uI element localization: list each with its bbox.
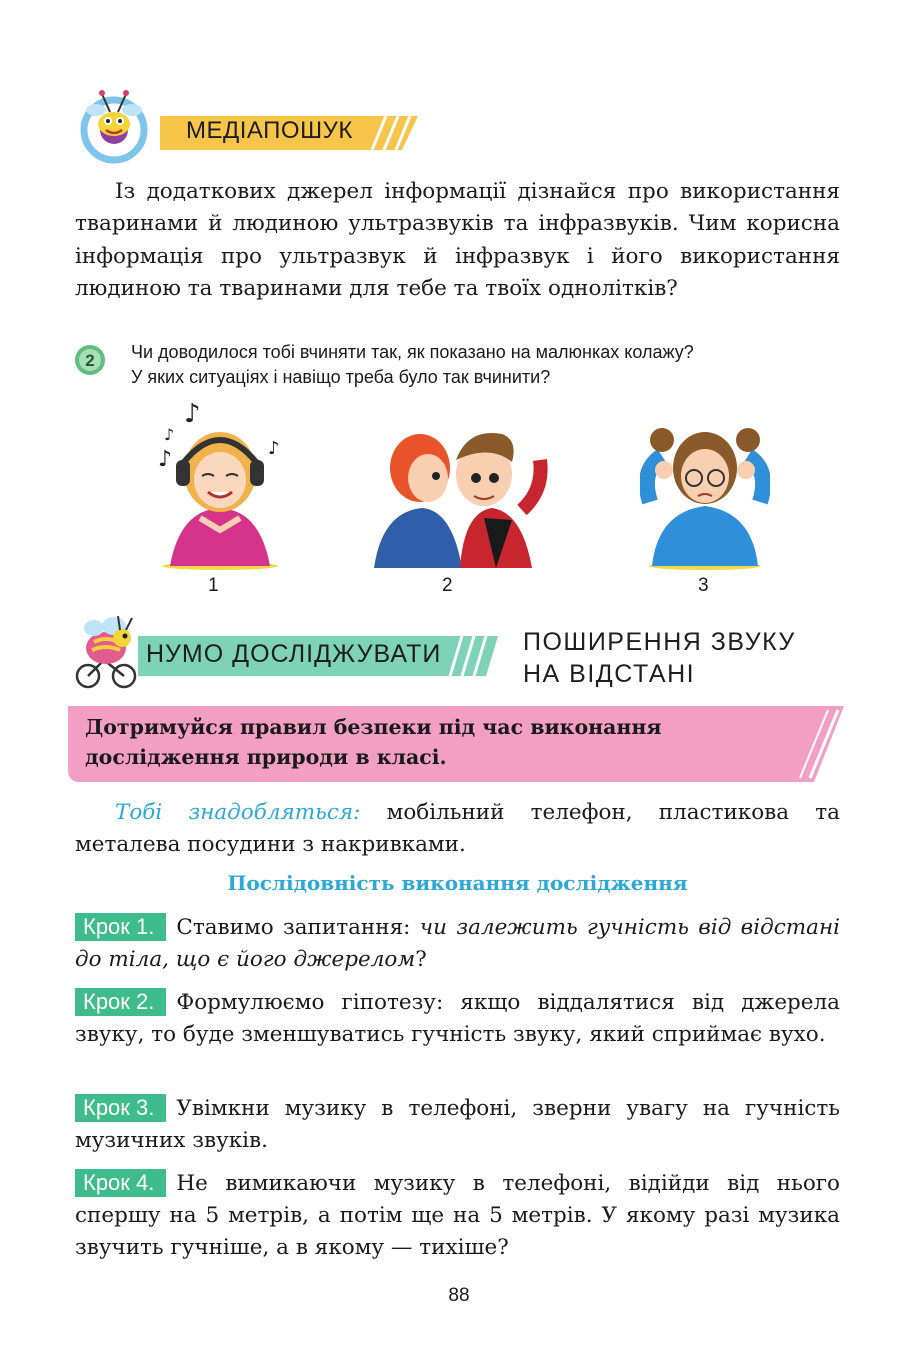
svg-text:♪: ♪	[164, 425, 175, 444]
question-number: 2	[85, 351, 95, 370]
investigate-title-line-1: ПОШИРЕННЯ ЗВУКУ	[523, 628, 796, 656]
step-text-2: Формулюємо гіпотезу: якщо віддалятися від джерела звуку, то буде зменшуватись гучність звуку, який сприймає вухо.	[75, 990, 840, 1047]
svg-text:♪: ♪	[158, 447, 173, 472]
step-2	[75, 987, 840, 1051]
question-line-2: У яких ситуаціях і навіщо треба було так вчинити?	[131, 367, 551, 387]
kids-whispering-icon	[372, 400, 552, 570]
needs-label: Тобі знадобляться:	[115, 800, 361, 825]
picture-label-3: 3	[698, 575, 709, 596]
media-bee-icon	[72, 84, 164, 166]
safety-text: Дотримуйся правил безпеки під час виконання дослідження природи в класі.	[85, 715, 662, 769]
page-number: 88	[448, 1285, 470, 1306]
media-search-label: МЕДІАПОШУК	[186, 117, 353, 144]
step-tail-1: ?	[415, 947, 427, 972]
step-3	[75, 1093, 840, 1157]
step-text-4: Не вимикаючи музику в телефоні, відійди від нього спершу на 5 метрів, а потім ще на 5 метрів. У якому разі музика звучить гучніше, а в якому — тихіше?	[75, 1171, 840, 1260]
svg-text:♪: ♪	[184, 400, 201, 429]
girl-headphones-icon	[150, 400, 290, 570]
sequence-title: Послідовність виконання дослідження	[227, 871, 688, 895]
step-1	[75, 912, 840, 976]
investigate-title-line-2: НА ВІДСТАНІ	[523, 660, 696, 688]
question-number-badge	[74, 344, 106, 376]
picture-label-2: 2	[442, 575, 453, 596]
picture-label-1: 1	[208, 575, 219, 596]
question-line-1: Чи доводилося тобі вчиняти так, як показано на малюнках колажу?	[131, 342, 694, 362]
svg-text:♪: ♪	[268, 438, 280, 459]
step-text-3: Увімкни музику в телефоні, зверни увагу на гучність музичних звуків.	[75, 1096, 840, 1153]
step-badge-2: Крок 2.	[75, 988, 166, 1016]
step-badge-3: Крок 3.	[75, 1094, 166, 1122]
step-italic-1: чи залежить гучність від відстані до тіла, що є його джерелом	[75, 915, 840, 972]
step-text-1: Ставимо запитання:	[176, 915, 420, 940]
step-4	[75, 1168, 840, 1264]
step-badge-1: Крок 1.	[75, 913, 166, 941]
needs-paragraph	[75, 797, 840, 862]
needs-text: мобільний телефон, пластикова та металева посудини з накривками.	[75, 800, 840, 858]
question-text	[131, 340, 851, 390]
girl-covering-ears-icon	[640, 400, 770, 570]
media-search-text: Із додаткових джерел інформації дізнайся про використання тваринами й людиною ультразвуків та інфразвуків. Чим корисна інформація про ультразвук й інфразвук і його використання людиною та тваринами для тебе та твоїх однолітків?	[75, 179, 840, 301]
media-search-paragraph	[75, 176, 840, 305]
investigate-title	[523, 626, 796, 690]
step-badge-4: Крок 4.	[75, 1169, 166, 1197]
investigate-label: НУМО ДОСЛІДЖУВАТИ	[146, 640, 442, 668]
